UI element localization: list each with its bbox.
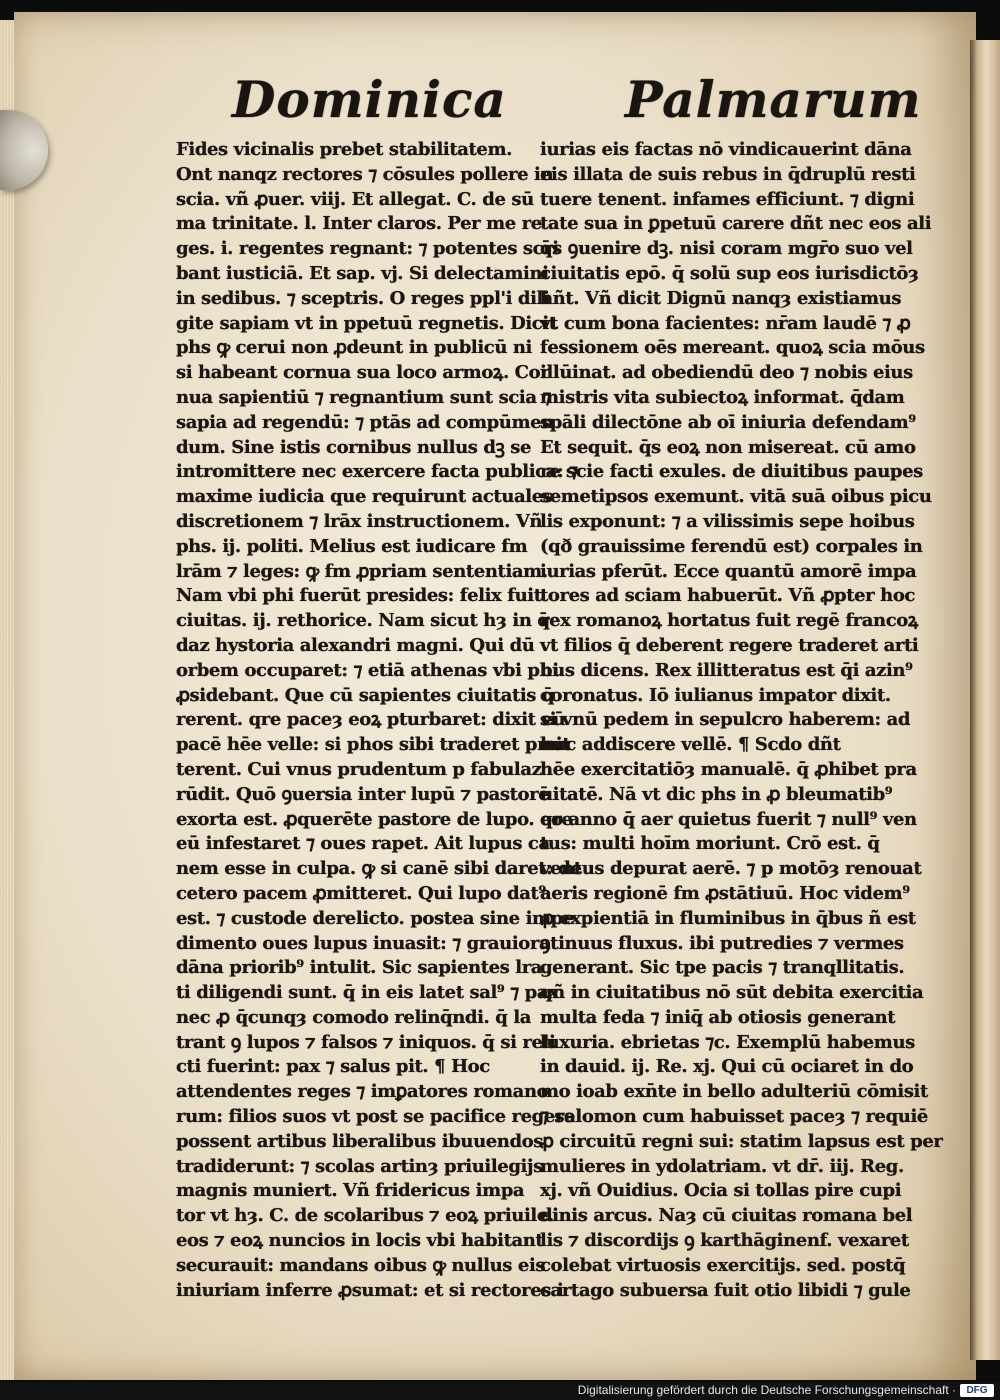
text-line: rerent. qre paceȝ eoꝝ pturbaret: dixit eū — [176, 709, 566, 731]
text-line: spāli dilectōne ab oī iniuria defendam⁹ — [540, 411, 916, 433]
text-line: terent. Cui vnus prudentum p fabulaz — [176, 758, 542, 780]
text-line: hēe exercitatiōȝ manualē. q̄ ꝓhibet pra — [540, 758, 917, 780]
text-line: colebat virtuosis exercitijs. sed. postq̄ — [540, 1254, 906, 1276]
text-line: daz hystoria alexandri magni. Qui dū — [176, 634, 535, 656]
text-line: vt cum bona facientes: nr̄am laudē ⁊ ꝓ — [540, 312, 911, 334]
text-line: ꝓsidebant. Que cū sapientes ciuitatis q̄ — [176, 684, 555, 706]
text-line: lis ⁊ discordijs ꝯ karthāginenf. vexaret — [540, 1230, 909, 1252]
text-line: multa feda ⁊ iniq̄ ab otiosis generant — [540, 1006, 896, 1028]
text-line: bus dicens. Rex illitteratus est q̄i azin⁹ — [540, 659, 913, 681]
text-line: ciuitas. ij. rethorice. Nam sicut hȝ in q̄ — [176, 610, 550, 632]
text-line: exorta est. ꝓquerēte pastore de lupo. qre — [176, 808, 573, 830]
text-line: dum. Sine istis cornibus nullus dꝫ se — [176, 436, 532, 458]
text-line: ventus depurat aerē. ⁊ p motōȝ renouat — [540, 858, 922, 880]
text-line: securauit: mandans oibus ꝙ nullus eis — [176, 1254, 546, 1276]
text-line: coronatus. Iō iulianus impator dixit. — [540, 684, 891, 706]
text-line: q̄s ꝯuenire dꝫ. nisi coram mgr̄o suo vel — [540, 238, 913, 260]
text-line: iurias eis factas nō vindicauerint dāna — [540, 139, 912, 160]
text-line: ti diligendi sunt. q̄ in eis latet sal⁹ ⁊ pax — [176, 982, 559, 1004]
text-line: xj. vñ Ouidius. Ocia si tollas pire cupi — [540, 1180, 902, 1202]
text-line: nec ꝓ q̄cunqȝ comodo relinq̄ndi. q̄ la — [176, 1006, 532, 1028]
text-line: scia. vñ ꝓuer. viij. Et allegat. C. de sū — [176, 188, 534, 210]
text-line: tores ad sciam habuerūt. Vñ ꝓpter hoc — [540, 585, 915, 607]
text-line: cartago subuersa fuit otio libidi ⁊ gule — [540, 1279, 911, 1301]
text-line: hñt. Vñ dicit Dignū nanqȝ existiamus — [540, 287, 902, 309]
text-line: intromittere nec exercere facta publica: ⁊ — [176, 461, 578, 483]
funding-credit: Digitalisierung gefördert durch die Deutsche Forschungsgemeinschaft · — [577, 1383, 956, 1397]
text-line: fessionem oēs mereant. quoꝝ scia mōus — [540, 337, 925, 359]
text-line: nua sapientiū ⁊ regnantium sunt scia ⁊ — [176, 386, 551, 408]
text-line: phs ꝙ cerui non ꝓdeunt in publicū ni — [176, 337, 533, 359]
text-line: sapia ad regendū: ⁊ ptās ad compūmen — [176, 411, 554, 433]
text-line: mulieres in ydolatriam. vt dr̄. iij. Reg. — [540, 1155, 904, 1177]
text-line: ges. i. regentes regnant: ⁊ potentes scri — [176, 238, 559, 260]
text-line: tor vt hȝ. C. de scolaribus ⁊ eoꝝ priuile. — [176, 1205, 554, 1227]
text-line: Ont nanqz rectores ⁊ cōsules pollere in — [176, 163, 554, 185]
text-line: generant. Sic tpe pacis ⁊ tranqllitatis. — [540, 957, 905, 979]
text-line: illūinat. ad obediendū deo ⁊ nobis eius — [540, 362, 913, 384]
text-line: attendentes reges ⁊ imꝑatores romano — [176, 1081, 549, 1103]
text-line: dāna priorib⁹ intulit. Sic sapientes lra — [176, 957, 543, 979]
text-line: eo anno q̄ aer quietus fuerit ⁊ null⁹ ven — [540, 808, 917, 830]
text-line: eis illata de suis rebus in q̄druplū resti — [540, 163, 916, 185]
text-line: lrām ⁊ leges: ꝙ fm ꝓpriam sententiam. — [176, 560, 548, 582]
text-line: (qð grauissime ferendū est) corpales in — [540, 535, 923, 557]
text-line: nem esse in culpa. ꝙ si canē sibi daret: de — [176, 858, 582, 880]
text-line: ⁊ salomon cum habuisset paceȝ ⁊ requiē — [540, 1106, 928, 1128]
text-line: rex romanoꝝ hortatus fuit regē francoꝝ — [540, 610, 918, 632]
text-line: semetipsos exemunt. vitā suā oibus picu — [540, 486, 932, 508]
text-line: qñ in ciuitatibus nō sūt debita exercitia — [540, 982, 924, 1004]
text-line: Et sequit. q̄s eoꝝ non misereat. cū amo — [540, 436, 916, 458]
text-line: ꝓ expientiā in fluminibus in q̄bus ñ est — [540, 907, 916, 929]
text-line: bant iusticiā. Et sap. vj. Si delectamini — [176, 262, 549, 284]
text-line: mistris vita subiectoꝝ informat. q̄dam — [540, 386, 905, 408]
facing-page-edge — [970, 40, 1000, 1360]
text-line: si vnū pedem in sepulcro haberem: ad — [540, 709, 911, 731]
text-column-right — [540, 138, 943, 1303]
text-column-left — [176, 138, 582, 1303]
text-line: ꝯtinuus fluxus. ibi putredies ⁊ vermes — [540, 932, 904, 954]
text-line: rum: filios suos vt post se pacifice regere — [176, 1106, 576, 1128]
text-line: orbem occuparet: ⁊ etiā athenas vbi phi — [176, 659, 559, 681]
text-line: rūdit. Quō ꝯuersia inter lupū ⁊ pastorē — [176, 783, 550, 805]
text-line: in dauid. ij. Re. xj. Qui cū ociaret in do — [540, 1056, 914, 1078]
text-line: dimento oues lupus inuasit: ⁊ grauiora — [176, 932, 551, 954]
text-line: trant ꝯ lupos ⁊ falsos ⁊ iniquos. q̄ si reli — [176, 1031, 556, 1053]
text-line: maxime iudicia que requirunt actuales — [176, 486, 553, 508]
text-line: tradiderunt: ⁊ scolas artinȝ priuilegijs — [176, 1155, 543, 1177]
text-line: eū infestaret ⁊ oues rapet. Ait lupus ca — [176, 833, 550, 855]
text-line: in sedibus. ⁊ sceptris. O reges ppl'i dili — [176, 287, 550, 309]
text-line: discretionem ⁊ lrāx instructionem. Vñ — [176, 510, 543, 532]
text-line: tuere tenent. infames efficiunt. ⁊ digni — [540, 188, 915, 210]
text-line: huc addiscere vellē. ¶ Scdo dñt — [540, 734, 841, 756]
text-line: magnis muniert. Vñ fridericus impa — [176, 1180, 525, 1202]
text-line: ma trinitate. l. Inter claros. Per me re — [176, 213, 542, 235]
text-line: dinis arcus. Naȝ cū ciuitas romana bel — [540, 1205, 913, 1227]
dfg-logo: DFG — [960, 1384, 994, 1397]
footer-bar — [0, 1382, 1000, 1400]
text-line: re scie facti exules. de diuitibus paupes — [540, 461, 923, 483]
text-line: si habeant cornua sua loco armoꝝ. Cor — [176, 362, 550, 384]
text-line: luxuria. ebrietas ⁊c. Exemplū habemus — [540, 1031, 915, 1053]
text-line: tus: multi hoīm moriunt. Crō est. q̄ — [540, 833, 880, 855]
text-line: possent artibus liberalibus ibuuendos — [176, 1130, 544, 1152]
text-line: iniuriam inferre ꝓsumat: et si rectores i — [176, 1279, 564, 1301]
text-line: lis exponunt: ⁊ a vilissimis sepe hoibus — [540, 510, 915, 532]
text-line: gite sapiam vt in ppetuū regnetis. Dicit — [176, 312, 557, 334]
text-line: Nam vbi phi fuerūt presides: felix fuit — [176, 585, 542, 607]
text-line: aeris regionē fm ꝓstātiuū. Hoc videm⁹ — [540, 882, 910, 904]
running-head-right: Palmarum — [625, 70, 922, 129]
text-line: Fides vicinalis prebet stabilitatem. — [176, 139, 512, 160]
text-line: phs. ij. politi. Melius est iudicare fm — [176, 535, 528, 557]
text-line: cti fuerint: pax ⁊ salus pit. ¶ Hoc — [176, 1056, 490, 1078]
text-line: tate sua in ꝑpetuū carere dñt nec eos ali — [540, 213, 932, 235]
text-line: iurias pferūt. Ecce quantū amorē impa — [540, 560, 917, 582]
running-head-left: Dominica — [232, 70, 507, 129]
text-line: pacē hēe velle: si phos sibi traderet pmit — [176, 734, 571, 756]
text-line: mo ioab exn̄te in bello adulteriū cōmisit — [540, 1081, 928, 1103]
text-line: est. ⁊ custode derelicto. postea sine impe — [176, 907, 574, 929]
text-line: ciuitatis epō. q̄ solū sup eos iurisdictōȝ — [540, 262, 919, 284]
text-line: cetero pacem ꝓmitteret. Qui lupo dat⁹ — [176, 882, 546, 904]
text-line: ꝓ circuitū regni sui: statim lapsus est per — [540, 1130, 943, 1152]
text-line: uitatē. Nā vt dic phs in ꝓ bleumatib⁹ — [540, 783, 893, 805]
text-line: vt filios q̄ deberent regere traderet arti — [540, 634, 919, 656]
text-line: eos ⁊ eoꝝ nuncios in locis vbi habitant — [176, 1230, 544, 1252]
